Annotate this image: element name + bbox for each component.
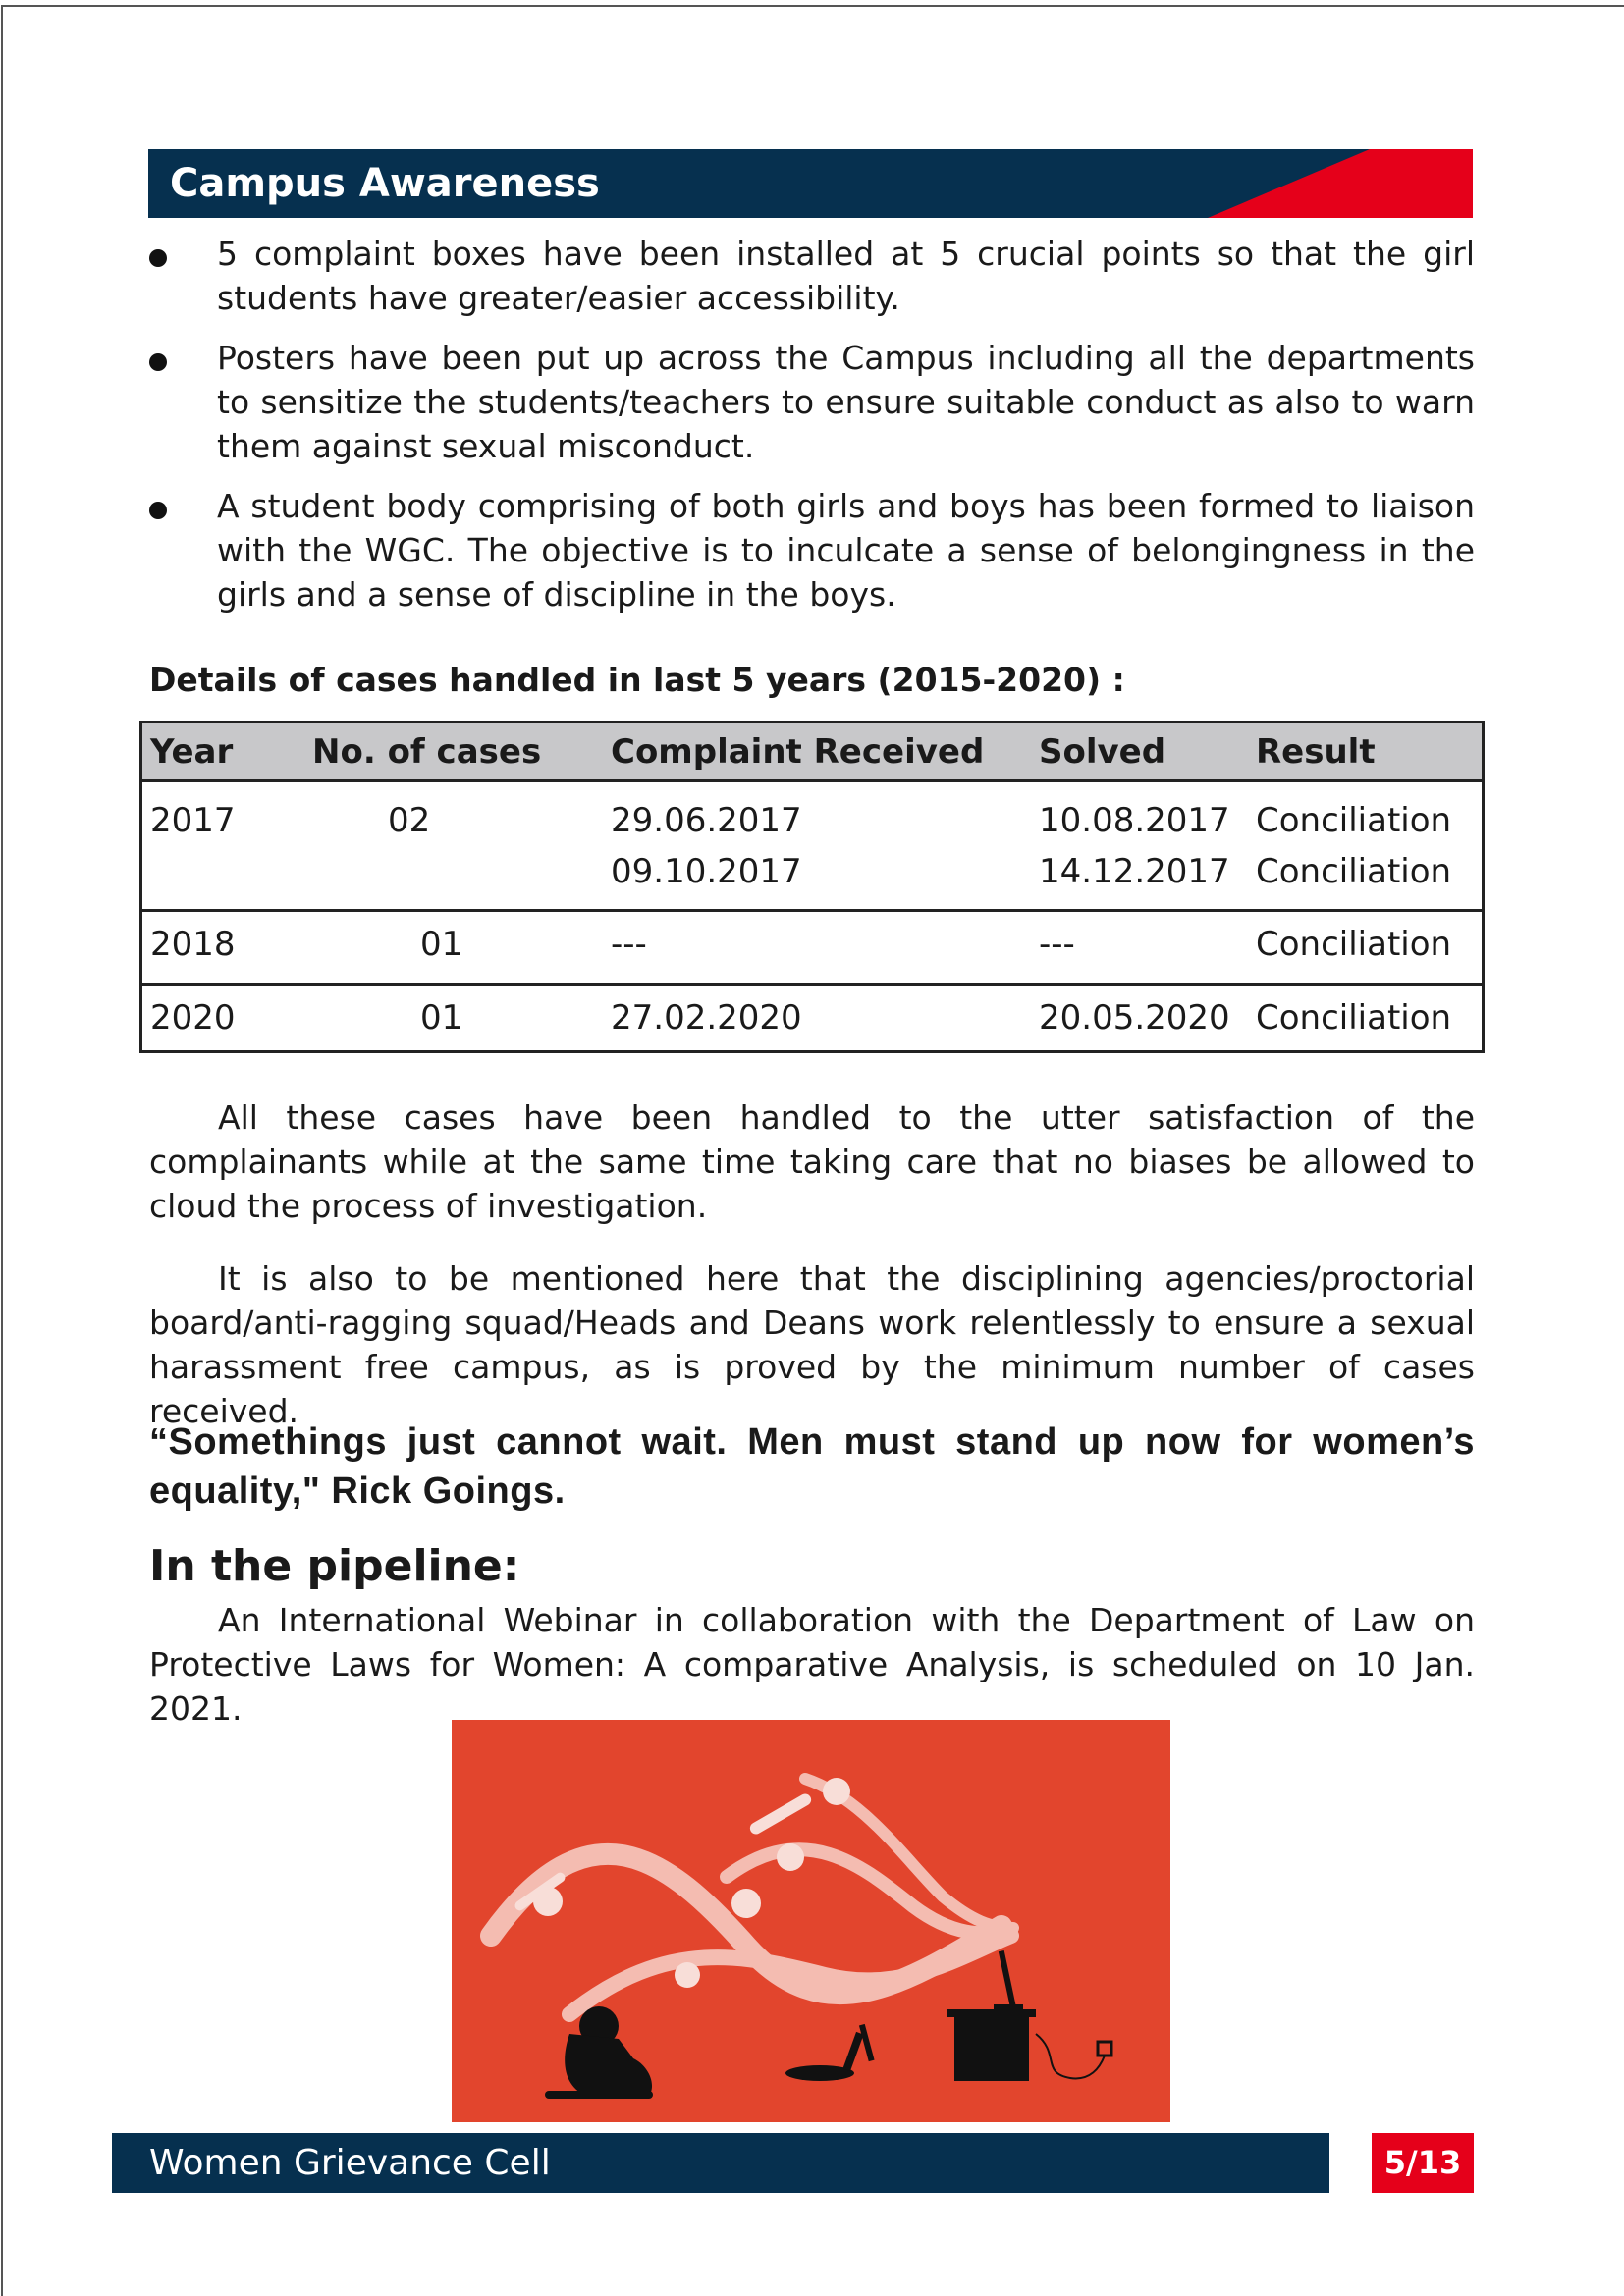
cell-received: 09.10.2017 bbox=[611, 852, 802, 891]
awareness-bullet-list bbox=[147, 232, 1475, 632]
bullet-text: Posters have been put up across the Campus including all the departments to sensitize the students/teachers to ensure suitable conduct as also to warn them against sexual misconduct. bbox=[217, 339, 1475, 465]
bullet-text: A student body comprising of both girls and boys has been formed to liaison with the WGC. The objective is to inculcate a sense of belongingness in the girls and a sense of discipline in the boys. bbox=[217, 487, 1475, 614]
page-number-badge: 5/13 bbox=[1372, 2133, 1474, 2193]
cell-solved: 14.12.2017 bbox=[1039, 852, 1230, 891]
pipeline-heading: In the pipeline: bbox=[149, 1541, 520, 1591]
header-cases: No. of cases bbox=[312, 732, 542, 772]
bullet-item bbox=[147, 232, 1475, 320]
cell-count: 02 bbox=[388, 801, 431, 840]
cell-result: Conciliation bbox=[1256, 925, 1452, 964]
header-solved: Solved bbox=[1039, 732, 1166, 772]
cell-solved: 20.05.2020 bbox=[1039, 998, 1230, 1038]
section-banner bbox=[148, 149, 1473, 218]
bullet-dot-icon bbox=[149, 502, 167, 519]
header-received: Complaint Received bbox=[611, 732, 985, 772]
cases-heading: Details of cases handled in last 5 years (2015-2020) : bbox=[149, 661, 1125, 699]
bullet-dot-icon bbox=[149, 353, 167, 371]
cell-result: Conciliation bbox=[1256, 852, 1452, 891]
banner-red-wedge bbox=[1208, 149, 1473, 218]
bullet-text: 5 complaint boxes have been installed at 5 crucial points so that the girl students have greater/easier accessibility. bbox=[217, 235, 1475, 317]
table-header-row bbox=[142, 723, 1482, 782]
row-divider bbox=[142, 909, 1482, 912]
cell-count: 01 bbox=[420, 925, 463, 964]
cell-result: Conciliation bbox=[1256, 998, 1452, 1038]
harassment-illustration bbox=[452, 1720, 1170, 2122]
cell-year: 2017 bbox=[150, 801, 236, 840]
cell-year: 2020 bbox=[150, 998, 236, 1038]
cell-received: --- bbox=[611, 925, 647, 964]
cell-solved: --- bbox=[1039, 925, 1075, 964]
quote: “Somethings just cannot wait. Men must stand up now for women’s equality," Rick Goings. bbox=[149, 1421, 1475, 1512]
cell-year: 2018 bbox=[150, 925, 236, 964]
agencies-paragraph: It is also to be mentioned here that the disciplining agencies/proctorial board/anti-ragging squad/Heads and Deans work relentlessly to ensure a sexual harassment free campus, as is proved by the minimum number of cases received. bbox=[149, 1259, 1475, 1430]
cases-table bbox=[139, 721, 1485, 1053]
cell-received: 29.06.2017 bbox=[611, 801, 802, 840]
row-divider bbox=[142, 983, 1482, 986]
bullet-item bbox=[147, 484, 1475, 616]
bullet-item bbox=[147, 336, 1475, 468]
bullet-dot-icon bbox=[149, 249, 167, 267]
cell-solved: 10.08.2017 bbox=[1039, 801, 1230, 840]
cell-count: 01 bbox=[420, 998, 463, 1038]
pipeline-paragraph: An International Webinar in collaboration with the Department of Law on Protective Laws for Women: A comparative Analysis, is scheduled on 10 Jan. 2021. bbox=[149, 1601, 1475, 1728]
footer-title: Women Grievance Cell bbox=[149, 2143, 551, 2183]
footer-bar bbox=[112, 2133, 1329, 2193]
header-result: Result bbox=[1256, 732, 1376, 772]
cell-result: Conciliation bbox=[1256, 801, 1452, 840]
cell-received: 27.02.2020 bbox=[611, 998, 802, 1038]
section-title: Campus Awareness bbox=[170, 161, 600, 206]
satisfaction-paragraph: All these cases have been handled to the utter satisfaction of the complainants while at the same time taking care that no biases be allowed to cloud the process of investigation. bbox=[149, 1098, 1475, 1225]
header-year: Year bbox=[150, 732, 234, 772]
harassment-illustration-icon bbox=[452, 1720, 1170, 2122]
